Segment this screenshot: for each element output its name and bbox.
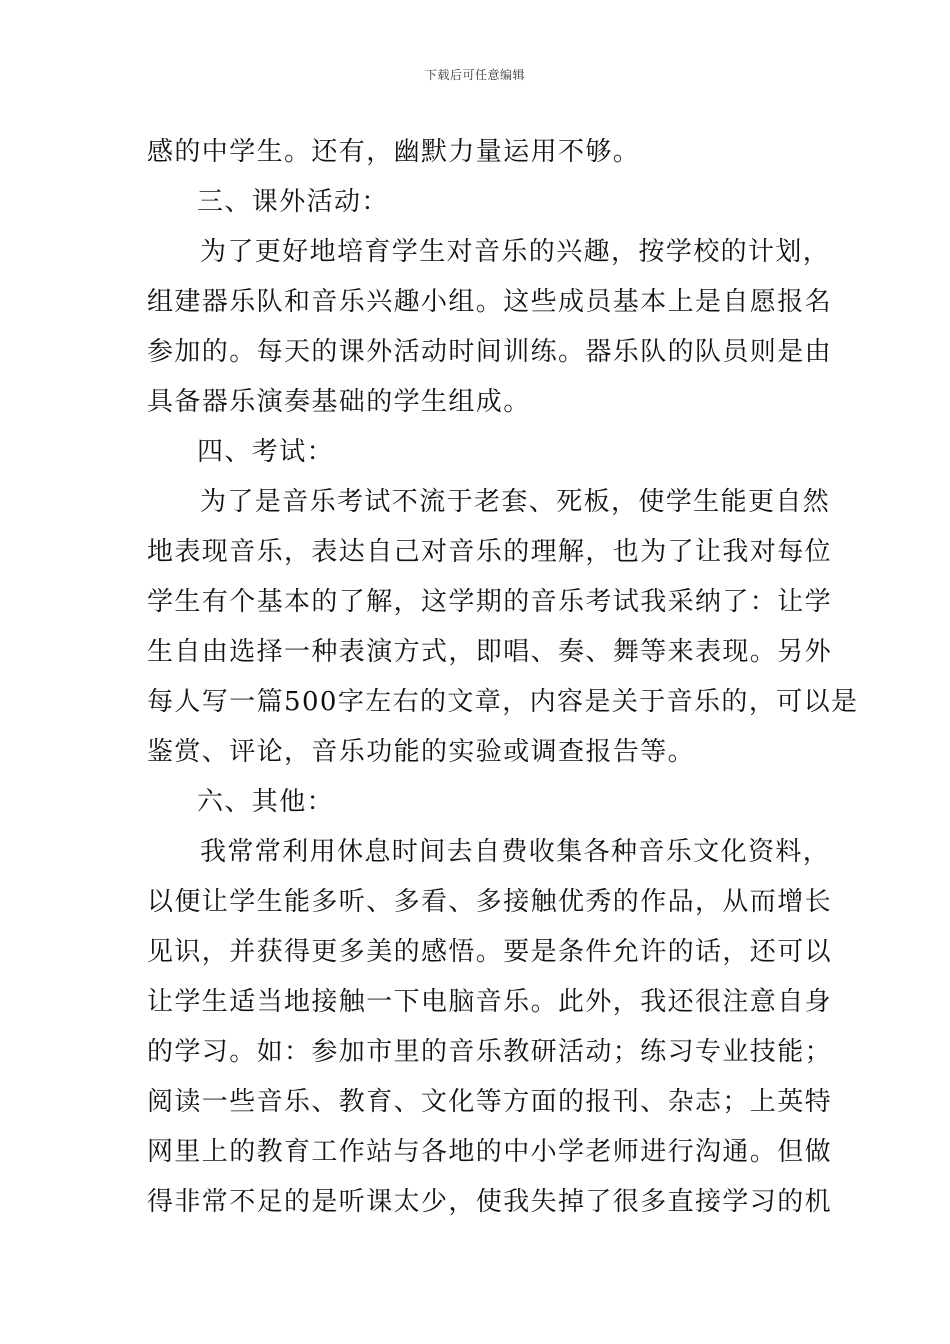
section-heading-exam: 四、考试：: [197, 437, 335, 467]
body-line: 阅读一些音乐、教育、文化等方面的报刊、杂志；上英特: [147, 1087, 833, 1117]
body-line: 以便让学生能多听、多看、多接触优秀的作品，从而增长: [147, 887, 833, 917]
section-heading-extracurricular: 三、课外活动：: [197, 187, 389, 217]
body-line: 每人写一篇500字左右的文章，内容是关于音乐的，可以是: [147, 687, 859, 717]
body-line: 的学习。如：参加市里的音乐教研活动；练习专业技能；: [147, 1037, 833, 1067]
body-line: 生自由选择一种表演方式，即唱、奏、舞等来表现。另外: [147, 637, 833, 667]
body-line: 鉴赏、评论，音乐功能的实验或调查报告等。: [147, 737, 696, 767]
body-line: 参加的。每天的课外活动时间训练。器乐队的队员则是由: [147, 337, 833, 367]
body-line: 为了更好地培育学生对音乐的兴趣，按学校的计划，: [200, 237, 831, 267]
body-line: 让学生适当地接触一下电脑音乐。此外，我还很注意自身: [147, 987, 833, 1017]
body-line: 学生有个基本的了解，这学期的音乐考试我采纳了：让学: [147, 587, 833, 617]
body-line: 网里上的教育工作站与各地的中小学老师进行沟通。但做: [147, 1137, 833, 1167]
page-header: 下载后可任意编辑: [424, 68, 525, 82]
body-line: 感的中学生。还有，幽默力量运用不够。: [147, 137, 641, 167]
body-line: 为了是音乐考试不流于老套、死板，使学生能更自然: [200, 487, 831, 517]
body-line: 地表现音乐，表达自己对音乐的理解，也为了让我对每位: [147, 537, 833, 567]
section-heading-other: 六、其他：: [197, 787, 335, 817]
body-line: 得非常不足的是听课太少，使我失掉了很多直接学习的机: [147, 1187, 833, 1217]
body-line: 组建器乐队和音乐兴趣小组。这些成员基本上是自愿报名: [147, 287, 833, 317]
body-line: 具备器乐演奏基础的学生组成。: [147, 387, 531, 417]
body-line: 见识，并获得更多美的感悟。要是条件允许的话，还可以: [147, 937, 833, 967]
body-line: 我常常利用休息时间去自费收集各种音乐文化资料，: [200, 837, 831, 867]
